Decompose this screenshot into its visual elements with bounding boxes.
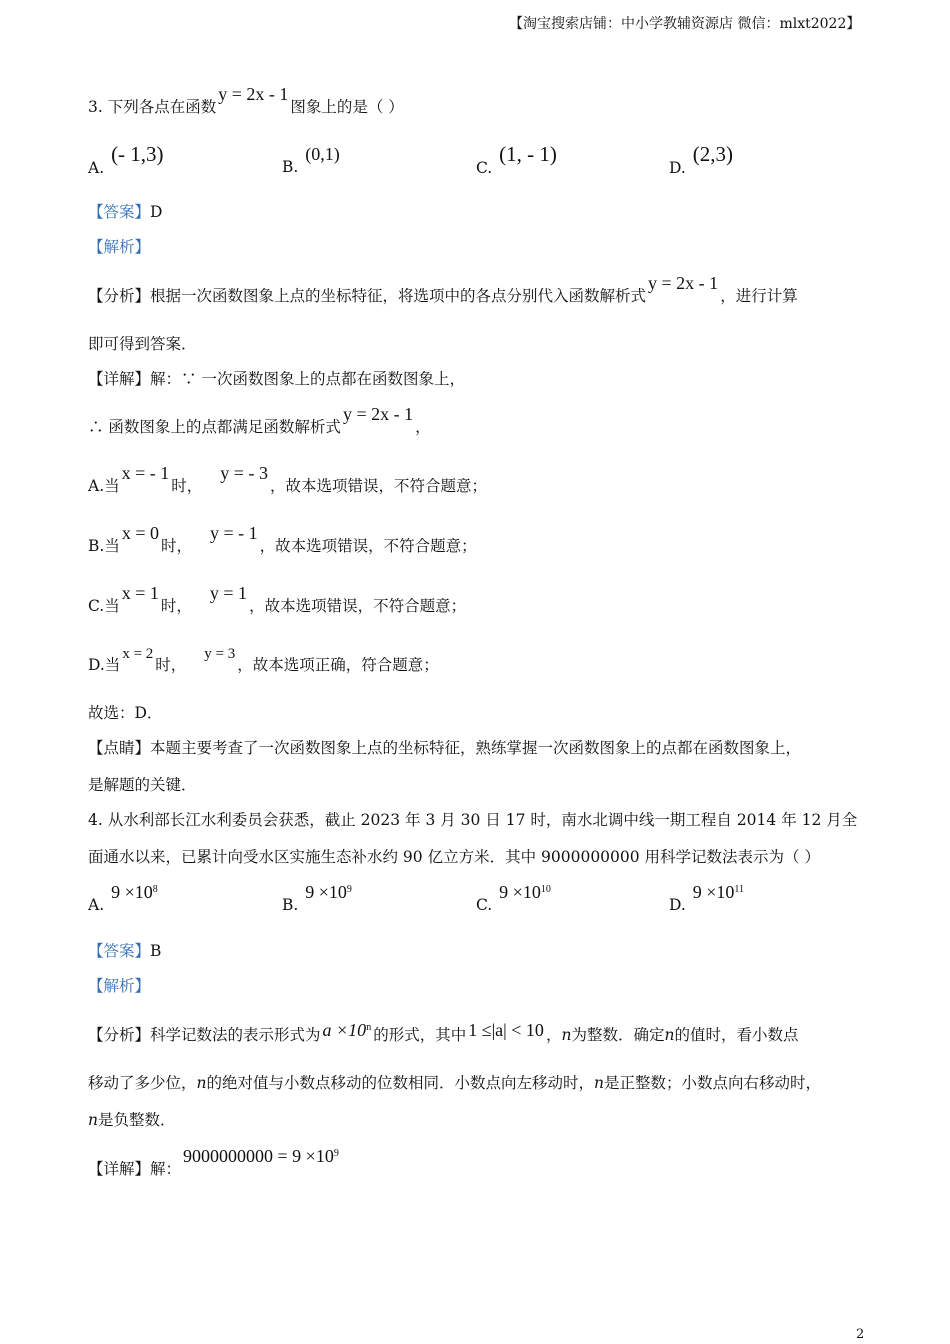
q4-fenxi-form-exp: n <box>366 1022 372 1033</box>
q3-stem-pre: 3. 下列各点在函数 <box>88 98 217 116</box>
page-header: 【淘宝搜索店铺：中小学教辅资源店 微信：mlxt2022】 <box>509 16 861 32</box>
q3-option-c-label: C. <box>476 159 493 177</box>
q4-option-d-base: 9 ×10 <box>692 882 735 902</box>
q4-line2-post: 是正整数；小数点向右移动时， <box>604 1074 822 1092</box>
q4-n-3: n <box>196 1074 207 1092</box>
q3-option-d <box>669 142 735 178</box>
q3-case-b <box>88 523 477 556</box>
q3-option-d-value: (2,3) <box>692 142 733 166</box>
case-y: y = - 1 <box>210 523 258 543</box>
q4-option-a-exp: 8 <box>152 884 158 895</box>
q4-option-c-value <box>499 882 551 902</box>
case-mid: 时， <box>171 477 203 495</box>
q4-option-b-value <box>305 882 352 902</box>
q4-option-b-label: B. <box>282 896 299 914</box>
q3-detail-line-1 <box>88 369 465 389</box>
q4-fenxi-range: 1 ≤|a| < 10 <box>468 1020 544 1040</box>
q4-option-b-base: 9 ×10 <box>305 882 347 902</box>
case-x: x = 1 <box>121 583 159 603</box>
q3-option-c-value: (1, - 1) <box>499 142 557 166</box>
case-y: y = 1 <box>209 583 248 603</box>
q4-option-a-value <box>111 882 158 902</box>
q4-line3: 是负整数． <box>97 1111 176 1129</box>
q4-line2-mid: 的绝对值与小数点移动的位数相同．小数点向左移动时， <box>206 1074 595 1092</box>
case-x: x = 2 <box>122 646 154 662</box>
q4-option-b-exp: 9 <box>346 884 352 895</box>
q3-fenxi-tag: 【分析】 <box>88 287 151 305</box>
q4-fenxi-form <box>323 1020 372 1040</box>
case-mid: 时， <box>160 537 192 555</box>
q3-dianjing-tag: 【点睛】 <box>88 739 151 757</box>
case-pre: A.当 <box>88 477 120 495</box>
case-pre: B.当 <box>88 537 120 555</box>
case-post: ，故本选项错误，不符合题意； <box>269 477 487 495</box>
q3-detail-line-2 <box>88 404 431 437</box>
case-y: y = 3 <box>204 646 236 662</box>
q4-detail-pre: 解： <box>150 1160 182 1178</box>
q3-detail-text-2: ∴ 函数图象上的点都满足函数解析式 <box>88 418 341 436</box>
q3-detail-formula: y = 2x - 1 <box>342 404 414 424</box>
case-pre: D.当 <box>88 656 121 674</box>
q4-fenxi-text-b: 的形式，其中 <box>373 1026 467 1044</box>
case-y: y = - 3 <box>220 463 268 483</box>
q4-fenxi-text-d: 为整数．确定 <box>571 1026 665 1044</box>
q3-detail-text-2-post: ， <box>415 418 431 436</box>
q3-case-a <box>88 463 487 496</box>
q3-option-b <box>282 144 342 177</box>
case-mid: 时， <box>160 597 192 615</box>
q3-option-a <box>88 142 166 178</box>
page-number: 2 <box>856 1327 865 1342</box>
q4-fenxi-text-c: ， <box>545 1026 562 1044</box>
q3-stem <box>88 84 404 117</box>
q3-option-b-value: (0,1) <box>305 144 340 164</box>
q3-stem-formula: y = 2x - 1 <box>218 84 289 104</box>
q3-answer <box>88 202 162 222</box>
q4-option-d-value <box>693 882 744 902</box>
q3-option-c <box>476 142 559 178</box>
case-mid: 时， <box>155 656 187 674</box>
case-post: ，故本选项正确，符合题意； <box>237 656 439 674</box>
q4-n-2: n <box>664 1026 675 1044</box>
q4-option-c-base: 9 ×10 <box>499 882 541 902</box>
q4-fenxi-line-2 <box>88 1073 821 1093</box>
q4-detail-tag: 【详解】 <box>88 1160 151 1178</box>
q4-fenxi-tag: 【分析】 <box>88 1026 151 1044</box>
q3-fenxi-text-b: ，进行计算 <box>720 287 798 305</box>
case-x: x = 0 <box>121 523 159 543</box>
q3-dianjing-line-1 <box>88 738 801 758</box>
q3-choose: 故选：D． <box>88 704 163 722</box>
q3-dianjing-text-1: 本题主要考查了一次函数图象上点的坐标特征，熟练掌握一次函数图象上的点都在函数图象上， <box>150 739 802 757</box>
q3-dianjing-line-2: 是解题的关键． <box>88 776 197 794</box>
case-pre: C.当 <box>88 597 120 615</box>
q4-option-a-base: 9 ×10 <box>111 882 153 902</box>
q4-detail-formula-base: 9000000000 = 9 ×10 <box>183 1146 334 1166</box>
q3-option-d-label: D. <box>669 159 686 177</box>
q4-stem-line-1: 4. 从水利部长江水利委员会获悉，截止 2023 年 3 月 30 日 17 时，南水北调中线一期工程自 2014 年 12 月全 <box>88 811 858 829</box>
q3-fenxi-line-1 <box>88 273 798 306</box>
q4-option-d-label: D. <box>669 896 686 914</box>
q3-answer-value: D <box>150 203 163 221</box>
q3-option-b-label: B. <box>282 158 299 176</box>
case-post: ，故本选项错误，不符合题意； <box>249 597 467 615</box>
q4-fenxi-line-3 <box>88 1110 176 1130</box>
q3-fenxi-text: 根据一次函数图象上点的坐标特征，将选项中的各点分别代入函数解析式 <box>150 287 647 305</box>
q4-answer-tag: 【答案】 <box>88 942 151 960</box>
q4-n-5: n <box>88 1111 98 1129</box>
q4-option-d-exp: 11 <box>734 884 745 895</box>
q3-detail-tag: 【详解】 <box>88 370 151 388</box>
q4-option-c-exp: 10 <box>540 884 551 895</box>
q3-answer-tag: 【答案】 <box>88 203 151 221</box>
q4-fenxi-text-e: 的值时，看小数点 <box>674 1026 799 1044</box>
q3-analysis-tag: 【解析】 <box>88 238 151 256</box>
q3-fenxi-line-2: 即可得到答案． <box>88 335 197 353</box>
q3-option-a-value: (- 1,3) <box>111 142 164 166</box>
q3-fenxi-formula: y = 2x - 1 <box>648 273 719 293</box>
q4-fenxi-line-1 <box>88 1020 799 1045</box>
case-x: x = - 1 <box>121 463 170 483</box>
q4-fenxi-form-base: a ×10 <box>322 1020 367 1040</box>
q4-answer <box>88 941 161 961</box>
q3-stem-post: 图象上的是（ ） <box>290 98 404 116</box>
q4-detail-formula-exp: 9 <box>333 1148 339 1159</box>
q4-line2-pre: 移动了多少位， <box>88 1074 197 1092</box>
q4-option-a-label: A. <box>88 896 105 914</box>
q3-case-c <box>88 583 467 616</box>
q3-case-d <box>88 646 439 676</box>
case-post: ，故本选项错误，不符合题意； <box>259 537 477 555</box>
q4-n-1: n <box>561 1026 572 1044</box>
q4-detail-formula <box>183 1146 339 1166</box>
q3-detail-text-1: 解：∵ 一次函数图象上的点都在函数图象上， <box>150 370 465 388</box>
q4-fenxi-text-a: 科学记数法的表示形式为 <box>150 1026 321 1044</box>
q4-stem-line-2: 面通水以来，已累计向受水区实施生态补水约 90 亿立方米．其中 9000000000 用科学记数法表示为（ ） <box>88 848 820 866</box>
q4-answer-value: B <box>150 942 162 960</box>
q4-n-4: n <box>594 1074 604 1092</box>
q4-option-c-label: C. <box>476 896 493 914</box>
q3-option-a-label: A. <box>88 159 105 177</box>
q4-analysis-tag: 【解析】 <box>88 977 151 995</box>
